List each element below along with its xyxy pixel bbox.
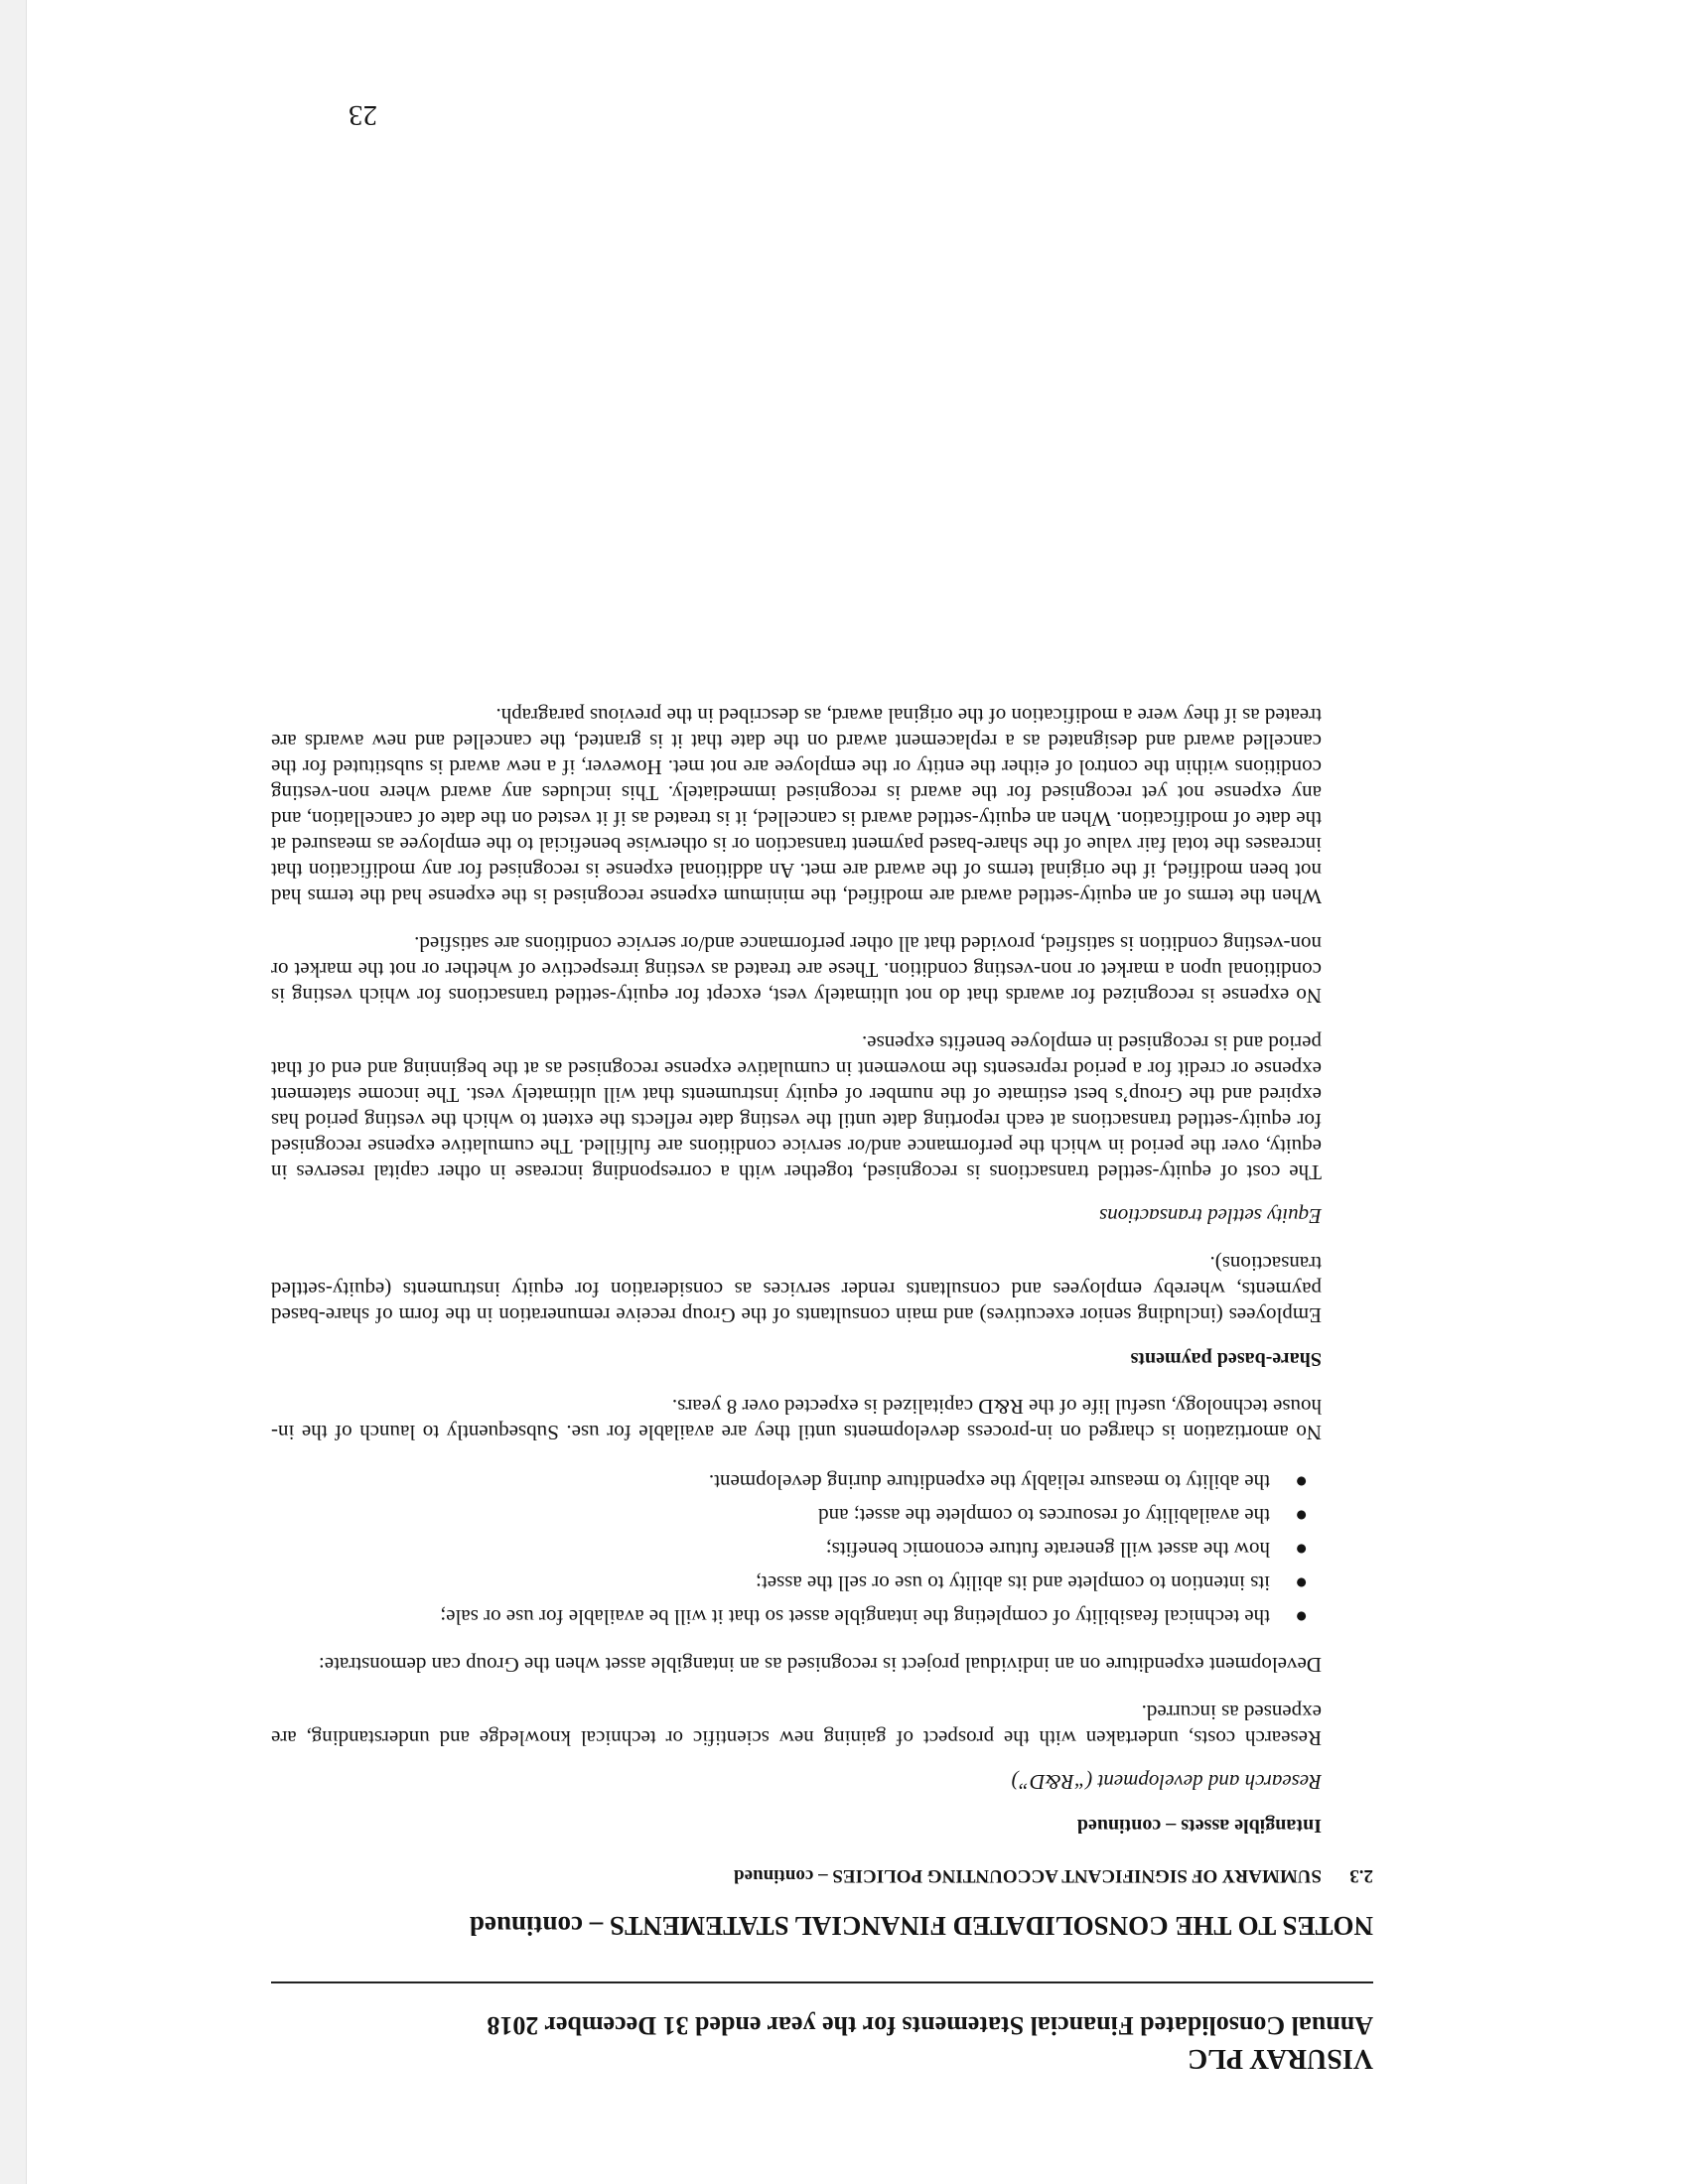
section-body (271, 703, 1322, 1839)
share-based-payments-heading: Share-based payments (1130, 1348, 1322, 1370)
amortization-paragraph: No amortization is charged on in-process developments until they are available for use. Subsequently to launch of the in-house technology, useful life of the R&D capitalized is expected over 8 years. (271, 1395, 1322, 1444)
list-item: ● the availability of resources to complete the asset; and (818, 1504, 1308, 1528)
bullet-icon: ● (1295, 1605, 1308, 1629)
equity-cost-paragraph: The cost of equity-settled transactions is recognised, together with a corresponding increase in other capital reserves in equity, over the period in which the performance and/or service conditions are fulfilled. The cumulative expense recognised for equity-settled transactions at each reporting date until the vesting date reflects the extent to which the vesting period has expired and the Group’s best estimate of the number of equity instruments that will ultimately vest. The income statement expense or credit for a period represents the movement in cumulative expense recognised as at the beginning and end of that period and is recognised in employee benefits expense. (271, 1031, 1322, 1184)
section-title: SUMMARY OF SIGNIFICANT ACCOUNTING POLICIES – continued (734, 1865, 1322, 1886)
research-costs-paragraph: Research costs, undertaken with the prospect of gaining new scientific or technical knowledge and understanding, are expensed as incurred. (271, 1701, 1322, 1750)
modification-paragraph: When the terms of an equity-settled award are modified, the minimum expense recognised is the expense had the terms had not been modified, if the original terms of the award are met. An additional expense is recognised for any modification that increases the total fair value of the share-based payment transaction or is otherwise beneficial to the employee as measured at the date of modification. When an equity-settled award is cancelled, it is treated as if it vested on the date of cancellation, and any expense not yet recognised for the award is recognised immediately. This includes any award where non-vesting conditions within the control of either the entity or the employee are not met. However, if a new award is substituted for the cancelled award and designated as a replacement award on the date that it is granted, the cancelled and new awards are treated as if they were a modification of the original award, as described in the previous paragraph. (271, 704, 1322, 908)
bullet-icon: ● (1295, 1470, 1308, 1494)
company-name: VISURAY PLC (1188, 2043, 1373, 2074)
list-item: ● how the asset will generate future economic benefits; (825, 1538, 1308, 1562)
bullet-icon: ● (1295, 1504, 1308, 1528)
list-item: ● the ability to measure reliably the expenditure during development. (708, 1470, 1308, 1494)
equity-settled-heading: Equity settled transactions (1099, 1204, 1322, 1228)
development-criteria-list (271, 1469, 1322, 1630)
bullet-icon: ● (1295, 1538, 1308, 1562)
list-item: ● its intention to complete and its ability to use or sell the asset; (756, 1571, 1308, 1595)
page-number: 23 (349, 99, 377, 131)
intangible-assets-heading: Intangible assets – continued (1076, 1815, 1322, 1837)
notes-title: NOTES TO THE CONSOLIDATED FINANCIAL STATEMENTS – continued (470, 1911, 1373, 1941)
statements-subtitle: Annual Consolidated Financial Statements for the year ended 31 December 2018 (487, 2011, 1373, 2040)
list-item: ● the technical feasibility of completing the intangible asset so that it will be available for use or sale; (440, 1605, 1308, 1629)
share-based-intro-paragraph: Employees (including senior executives) and main consultants of the Group receive remuneration in the form of share-based payments, whereby employees and consultants render services as consideration for equity instruments (equity-settled transactions). (271, 1252, 1322, 1327)
development-expenditure-paragraph: Development expenditure on an individual project is recognised as an intangible asset when the Group can demonstrate: (318, 1653, 1322, 1677)
no-expense-paragraph: No expense is recognized for awards that do not ultimately vest, except for equity-settled transactions for which vesting is conditional upon a market or non-vesting condition. These are treated as vesting irrespective of whether or not the market or non-vesting condition is satisfied, provided that all other performance and/or service conditions are satisfied. (271, 932, 1322, 1008)
section-number: 2.3 (1349, 1865, 1373, 1886)
section-heading (271, 1862, 1373, 1888)
bullet-icon: ● (1295, 1571, 1308, 1595)
rd-heading: Research and development (“R&D”) (1011, 1770, 1322, 1794)
header-divider (271, 1981, 1373, 1983)
page-content (271, 681, 1373, 2075)
